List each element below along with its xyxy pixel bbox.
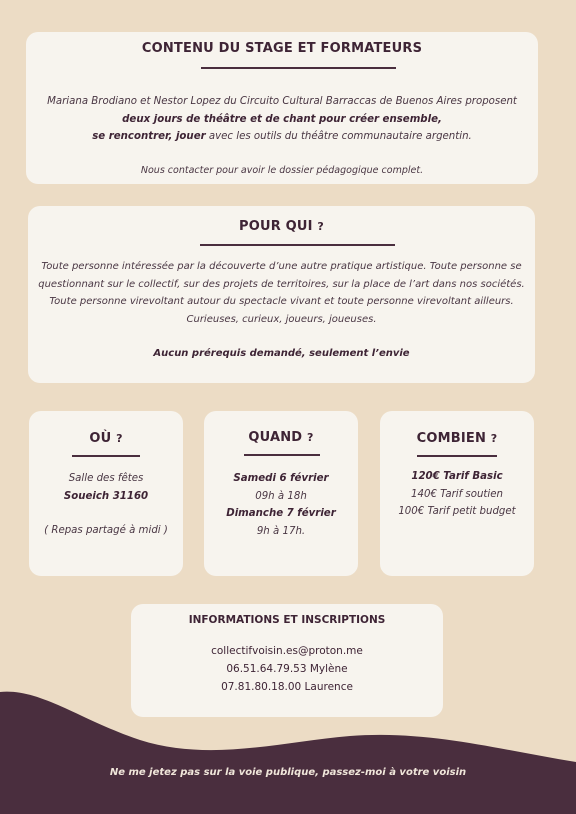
quand-card — [204, 411, 358, 576]
infos-phone1[interactable]: 06.51.64.79.53 Mylène — [226, 663, 348, 675]
combien-line3: 100€ Tarif petit budget — [398, 506, 516, 517]
pour-qui-line3: Toute personne virevoltant autour du spectacle vivant et toute personne virevoltant ailleurs. — [49, 296, 514, 307]
pour-qui-title: POUR QUI ? — [238, 219, 325, 234]
quand-day2: Dimanche 7 février — [226, 508, 336, 519]
ou-card — [29, 411, 183, 576]
quand-hours2: 9h à 17h. — [256, 525, 306, 537]
combien-text — [380, 468, 534, 521]
ou-line1: Salle des fêtes — [68, 473, 144, 484]
ou-text — [29, 470, 183, 540]
contenu-divider — [201, 67, 396, 69]
contenu-line2: deux jours de théâtre et de chant pour créer ensemble, — [122, 113, 442, 125]
infos-text — [131, 642, 443, 696]
infos-title: INFORMATIONS ET INSCRIPTIONS — [188, 614, 386, 626]
contenu-line3: se rencontrer, jouer avec les outils du théâtre communautaire argentin. — [92, 131, 472, 142]
pour-qui-line2: questionnant sur le collectif, sur des projets de territoires, sur la place de l’art dans nos sociétés. — [38, 278, 525, 290]
combien-card — [380, 411, 534, 576]
combien-title: COMBIEN ? — [416, 431, 498, 446]
ou-title: OÙ ? — [89, 431, 123, 446]
pour-qui-line1: Toute personne intéressée par la découverte d’une autre pratique artistique. Toute personne se — [41, 261, 522, 272]
infos-card — [131, 604, 443, 717]
pour-qui-card — [28, 206, 535, 383]
ou-divider — [72, 455, 140, 457]
contenu-card — [26, 32, 538, 184]
pour-qui-divider — [200, 244, 395, 246]
combien-line1: 120€ Tarif Basic — [411, 471, 503, 482]
pour-qui-bold: Aucun prérequis demandé, seulement l’envie — [153, 348, 410, 359]
contenu-contact: Nous contacter pour avoir le dossier pédagogique complet. — [140, 165, 424, 176]
ou-line3: ( Repas partagé à midi ) — [44, 525, 168, 536]
quand-text — [204, 470, 358, 540]
ou-line2: Soueich 31160 — [63, 490, 149, 502]
contenu-text — [26, 93, 538, 146]
contenu-title: CONTENU DU STAGE ET FORMATEURS — [141, 41, 423, 56]
pour-qui-text — [28, 258, 535, 363]
quand-title: QUAND ? — [248, 430, 314, 445]
pour-qui-line4: Curieuses, curieux, joueurs, joueuses. — [186, 313, 377, 325]
footer-text: Ne me jetez pas sur la voie publique, passez-moi à votre voisin — [109, 767, 467, 778]
infos-email[interactable]: collectifvoisin.es@proton.me — [211, 645, 363, 657]
combien-line2: 140€ Tarif soutien — [411, 488, 503, 500]
infos-phone2[interactable]: 07.81.80.18.00 Laurence — [221, 681, 353, 693]
contenu-line1: Mariana Brodiano et Nestor Lopez du Circuito Cultural Barraccas de Buenos Aires proposent — [47, 96, 517, 107]
quand-day1: Samedi 6 février — [233, 473, 329, 484]
quand-hours1: 09h à 18h — [255, 490, 307, 502]
combien-divider — [417, 455, 497, 457]
quand-divider — [244, 454, 320, 456]
